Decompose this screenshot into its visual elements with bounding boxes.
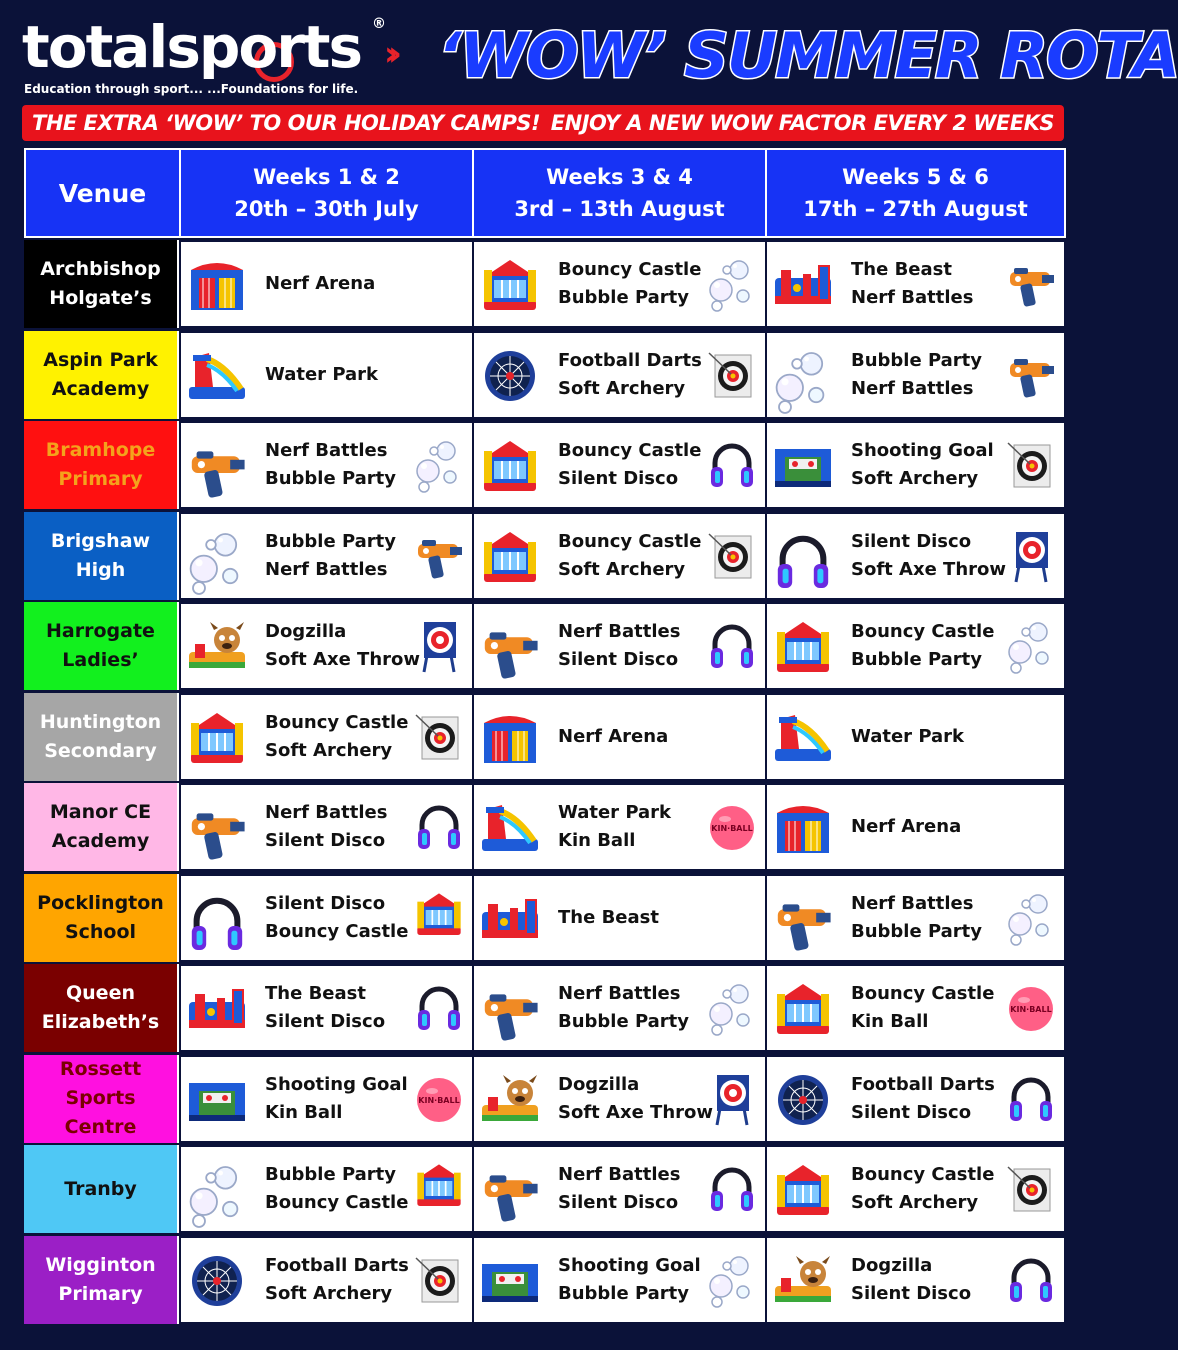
activity-line-2: Soft Axe Throw <box>851 558 1007 580</box>
activity-text <box>558 423 701 507</box>
venue-name: Huntington Secondary <box>24 693 179 781</box>
activity-cell <box>765 421 1066 509</box>
activity-line-1: Nerf Arena <box>851 816 962 837</box>
page-title: ‘WOW’ SUMMER ROTA <box>438 19 1178 92</box>
activity-text <box>851 333 982 417</box>
promo-banner <box>22 105 1064 141</box>
activity-text <box>851 604 994 688</box>
bubbles-icon <box>187 1161 247 1219</box>
activity-cell <box>472 1055 767 1143</box>
activity-line-1: Bouncy Castle <box>851 621 995 642</box>
activity-text <box>265 333 378 417</box>
activity-line-2: Soft Archery <box>851 468 979 489</box>
venue-name: Bramhope Primary <box>24 421 179 509</box>
activity-cell <box>472 693 767 781</box>
nerf-arena-icon <box>773 799 833 857</box>
bubbles-icon <box>1006 618 1056 676</box>
activity-text <box>851 876 982 960</box>
activity-line-1: Silent Disco <box>265 892 386 914</box>
nerf-gun-icon <box>480 618 540 676</box>
axe-target-icon <box>1006 528 1056 586</box>
activity-line-2: Nerf Battles <box>851 287 974 308</box>
activity-cell <box>765 331 1066 419</box>
activity-cell <box>765 1145 1066 1233</box>
logo-tagline: Education through sport... ...Foundations for life. <box>24 82 359 96</box>
activity-line-2: Silent Disco <box>851 1282 972 1304</box>
activity-cell <box>765 1236 1066 1324</box>
activity-text <box>558 514 701 598</box>
activity-text <box>851 514 1006 598</box>
activity-text <box>851 423 994 507</box>
totalsports-logo <box>22 14 422 98</box>
period-weeks: Weeks 3 & 4 <box>546 165 693 189</box>
activity-line-2: Soft Archery <box>265 739 393 761</box>
activity-line-1: Bubble Party <box>265 1164 397 1185</box>
activity-cell <box>765 1055 1066 1143</box>
activity-line-2: Silent Disco <box>558 468 679 489</box>
activity-text <box>265 876 408 960</box>
activity-line-2: Silent Disco <box>558 1192 679 1213</box>
activity-line-2: Bubble Party <box>851 649 983 670</box>
activity-text <box>265 785 387 869</box>
bubbles-icon <box>707 256 757 314</box>
activity-text <box>558 333 702 417</box>
headphones-icon <box>187 890 247 948</box>
headphones-icon <box>414 799 464 857</box>
double-chevron-icon: ›› <box>384 34 393 74</box>
the-beast-icon <box>187 980 247 1038</box>
bouncy-castle-icon <box>773 1161 833 1219</box>
venue-name: Tranby <box>24 1145 179 1233</box>
activity-text <box>851 695 964 779</box>
kin-ball-icon <box>1006 980 1056 1038</box>
activity-text <box>265 695 408 779</box>
venue-name: Pocklington School <box>24 874 179 962</box>
activity-text <box>265 1238 409 1322</box>
activity-line-1: Nerf Battles <box>265 440 388 461</box>
activity-cell <box>179 693 474 781</box>
activity-line-1: Nerf Battles <box>558 1164 681 1185</box>
activity-cell <box>179 783 474 871</box>
headphones-icon <box>773 528 833 586</box>
activity-line-1: Nerf Battles <box>265 802 388 823</box>
period-dates: 17th – 27th August <box>803 197 1028 221</box>
venue-column-header <box>24 148 181 238</box>
activity-text <box>851 1238 971 1322</box>
activity-line-1: Bouncy Castle <box>265 711 409 733</box>
table-row <box>24 1055 1066 1143</box>
period-header-1 <box>179 148 474 238</box>
archery-target-icon <box>707 347 757 405</box>
activity-line-1: Water Park <box>851 725 965 747</box>
table-row <box>24 874 1066 962</box>
activity-line-1: The Beast <box>265 983 366 1004</box>
archery-target-icon <box>1006 1161 1056 1219</box>
activity-line-2: Bubble Party <box>851 920 983 942</box>
nerf-gun-icon <box>187 437 247 495</box>
period-header-3 <box>765 148 1066 238</box>
nerf-arena-icon <box>187 256 247 314</box>
headphones-icon <box>1006 1071 1056 1129</box>
headphones-icon <box>707 618 757 676</box>
bubbles-icon <box>414 437 464 495</box>
activity-cell <box>179 964 474 1052</box>
activity-line-2: Soft Archery <box>558 377 686 399</box>
bouncy-castle-icon <box>480 437 540 495</box>
table-row <box>24 602 1066 690</box>
activity-line-1: Bubble Party <box>265 530 397 552</box>
activity-text <box>851 242 973 326</box>
activity-text <box>558 966 689 1050</box>
bubbles-icon <box>707 1252 757 1310</box>
activity-line-1: Dogzilla <box>558 1073 640 1095</box>
bubbles-icon <box>1006 890 1056 948</box>
activity-text <box>851 1057 995 1141</box>
activity-text <box>558 604 680 688</box>
activity-text <box>851 1147 994 1231</box>
activity-text <box>265 1147 408 1231</box>
activity-text <box>558 785 671 869</box>
activity-cell <box>765 783 1066 871</box>
period-dates: 20th – 30th July <box>234 197 419 221</box>
svg-text:KIN·BALL: KIN·BALL <box>1010 1005 1052 1014</box>
water-slide-icon <box>187 347 247 405</box>
activity-cell <box>765 512 1066 600</box>
activity-line-1: Bouncy Castle <box>851 983 995 1004</box>
bouncy-castle-icon <box>480 256 540 314</box>
table-row <box>24 1236 1066 1324</box>
dogzilla-icon <box>480 1071 540 1129</box>
activity-cell <box>765 874 1066 962</box>
activity-line-1: The Beast <box>558 906 659 928</box>
activity-cell <box>765 693 1066 781</box>
activity-cell <box>472 331 767 419</box>
water-slide-icon <box>773 709 833 767</box>
activity-cell <box>179 1236 474 1324</box>
activity-line-1: Bouncy Castle <box>851 1164 995 1185</box>
activity-text <box>558 1057 713 1141</box>
headphones-icon <box>414 980 464 1038</box>
activity-text <box>265 423 396 507</box>
venue-name: Queen Elizabeth’s <box>24 964 179 1052</box>
activity-cell <box>179 240 474 328</box>
activity-line-2: Soft Archery <box>851 1192 979 1213</box>
archery-target-icon <box>414 1252 464 1310</box>
activity-text <box>265 514 396 598</box>
activity-cell <box>472 874 767 962</box>
football-dartboard-icon <box>480 347 540 405</box>
activity-cell <box>179 421 474 509</box>
water-slide-icon <box>480 799 540 857</box>
activity-line-2: Nerf Battles <box>851 377 974 399</box>
axe-target-icon <box>414 618 464 676</box>
dogzilla-icon <box>187 618 247 676</box>
page-header <box>0 0 1178 104</box>
table-row <box>24 512 1066 600</box>
bouncy-castle-icon <box>480 528 540 586</box>
football-dartboard-icon <box>187 1252 247 1310</box>
activity-cell <box>179 512 474 600</box>
activity-cell <box>179 874 474 962</box>
activity-text <box>851 785 961 869</box>
activity-cell <box>179 1055 474 1143</box>
activity-line-2: Silent Disco <box>558 649 679 670</box>
bouncy-castle-icon <box>773 980 833 1038</box>
venue-header-label: Venue <box>58 178 147 208</box>
activity-line-1: Nerf Battles <box>558 983 681 1004</box>
activity-line-1: Silent Disco <box>851 530 972 552</box>
activity-text <box>265 1057 408 1141</box>
activity-line-1: Nerf Battles <box>851 892 974 914</box>
activity-cell <box>472 602 767 690</box>
activity-line-2: Soft Axe Throw <box>265 649 421 670</box>
table-row <box>24 331 1066 419</box>
archery-target-icon <box>707 528 757 586</box>
activity-text <box>558 1147 680 1231</box>
activity-cell <box>472 783 767 871</box>
activity-line-1: Water Park <box>558 802 672 823</box>
venue-name: Aspin Park Academy <box>24 331 179 419</box>
activity-cell <box>765 240 1066 328</box>
activity-cell <box>179 602 474 690</box>
activity-text <box>265 242 375 326</box>
table-row <box>24 964 1066 1052</box>
nerf-gun-icon <box>414 528 464 586</box>
activity-text <box>558 242 701 326</box>
period-dates: 3rd – 13th August <box>514 197 725 221</box>
period-weeks: Weeks 1 & 2 <box>253 165 400 189</box>
venue-name: Harrogate Ladies’ <box>24 602 179 690</box>
activity-line-1: Nerf Arena <box>265 273 376 294</box>
period-weeks: Weeks 5 & 6 <box>842 165 989 189</box>
activity-line-2: Silent Disco <box>265 1011 386 1032</box>
activity-cell <box>179 331 474 419</box>
activity-line-2: Silent Disco <box>851 1101 972 1123</box>
shooting-goal-icon <box>187 1071 247 1129</box>
registered-mark: ® <box>372 16 386 32</box>
activity-line-2: Silent Disco <box>265 830 386 851</box>
nerf-gun-icon <box>1006 256 1056 314</box>
activity-line-1: Nerf Battles <box>558 621 681 642</box>
table-header <box>24 148 1066 238</box>
nerf-gun-icon <box>1006 347 1056 405</box>
activity-line-1: Water Park <box>265 363 379 385</box>
activity-line-1: Football Darts <box>851 1073 995 1095</box>
activity-cell <box>472 964 767 1052</box>
table-row <box>24 421 1066 509</box>
football-dartboard-icon <box>773 1071 833 1129</box>
banner-right-text: ENJOY A NEW WOW FACTOR EVERY 2 WEEKS <box>550 111 1054 135</box>
activity-line-2: Kin Ball <box>265 1101 343 1123</box>
activity-line-2: Nerf Battles <box>265 558 388 580</box>
activity-line-1: Bouncy Castle <box>558 530 702 552</box>
activity-text <box>558 695 668 779</box>
svg-text:KIN·BALL: KIN·BALL <box>711 824 753 833</box>
the-beast-icon <box>773 256 833 314</box>
bouncy-castle-icon <box>187 709 247 767</box>
activity-line-1: Bouncy Castle <box>558 440 702 461</box>
activity-text <box>265 604 420 688</box>
activity-line-1: Football Darts <box>558 349 702 371</box>
activity-line-1: The Beast <box>851 259 952 280</box>
table-row <box>24 693 1066 781</box>
venue-name: Manor CE Academy <box>24 783 179 871</box>
activity-line-2: Kin Ball <box>851 1011 929 1032</box>
venue-name: Archbishop Holgate’s <box>24 240 179 328</box>
headphones-icon <box>707 437 757 495</box>
activity-line-1: Dogzilla <box>851 1254 933 1276</box>
activity-cell <box>472 421 767 509</box>
activity-line-1: Shooting Goal <box>265 1073 408 1095</box>
activity-line-2: Soft Archery <box>265 1282 393 1304</box>
activity-line-1: Shooting Goal <box>558 1254 701 1276</box>
activity-text <box>558 876 659 960</box>
headphones-icon <box>1006 1252 1056 1310</box>
kin-ball-icon <box>707 799 757 857</box>
activity-cell <box>472 1236 767 1324</box>
bouncy-castle-icon <box>414 890 464 948</box>
bubbles-icon <box>187 528 247 586</box>
activity-line-1: Bubble Party <box>851 349 983 371</box>
activity-line-1: Football Darts <box>265 1254 409 1276</box>
activity-line-1: Nerf Arena <box>558 725 669 747</box>
table-row <box>24 783 1066 871</box>
venue-name: Wigginton Primary <box>24 1236 179 1324</box>
nerf-gun-icon <box>480 1161 540 1219</box>
activity-line-2: Soft Axe Throw <box>558 1101 714 1123</box>
shooting-goal-icon <box>480 1252 540 1310</box>
dogzilla-icon <box>773 1252 833 1310</box>
period-header-2 <box>472 148 767 238</box>
activity-text <box>851 966 994 1050</box>
activity-line-2: Kin Ball <box>558 830 636 851</box>
activity-line-1: Dogzilla <box>265 621 347 642</box>
activity-cell <box>765 964 1066 1052</box>
activity-cell <box>472 512 767 600</box>
bouncy-castle-icon <box>773 618 833 676</box>
activity-line-2: Bubble Party <box>558 287 690 308</box>
shooting-goal-icon <box>773 437 833 495</box>
svg-text:KIN·BALL: KIN·BALL <box>418 1095 460 1105</box>
headphones-icon <box>707 1161 757 1219</box>
activity-cell <box>179 1145 474 1233</box>
bubbles-icon <box>707 980 757 1038</box>
activity-line-2: Bouncy Castle <box>265 920 409 942</box>
activity-line-2: Soft Archery <box>558 558 686 580</box>
activity-cell <box>765 602 1066 690</box>
activity-text <box>558 1238 701 1322</box>
activity-line-1: Shooting Goal <box>851 440 994 461</box>
the-beast-icon <box>480 890 540 948</box>
nerf-gun-icon <box>187 799 247 857</box>
activity-line-2: Bubble Party <box>558 1282 690 1304</box>
table-row <box>24 240 1066 328</box>
activity-line-2: Bouncy Castle <box>265 1192 409 1213</box>
activity-line-2: Bubble Party <box>558 1011 690 1032</box>
activity-text <box>265 966 385 1050</box>
nerf-gun-icon <box>773 890 833 948</box>
archery-target-icon <box>414 709 464 767</box>
table-row <box>24 1145 1066 1233</box>
kin-ball-icon <box>414 1071 464 1129</box>
archery-target-icon <box>1006 437 1056 495</box>
activity-cell <box>472 1145 767 1233</box>
activity-line-1: Bouncy Castle <box>558 259 702 280</box>
bouncy-castle-icon <box>414 1161 464 1219</box>
logo-wordmark: totalsports <box>22 13 362 81</box>
activity-line-2: Bubble Party <box>265 468 397 489</box>
nerf-gun-icon <box>480 980 540 1038</box>
venue-name: Rossett Sports Centre <box>24 1055 179 1143</box>
banner-left-text: THE EXTRA ‘WOW’ TO OUR HOLIDAY CAMPS! <box>32 111 541 135</box>
bubbles-icon <box>773 347 833 405</box>
activity-cell <box>472 240 767 328</box>
venue-name: Brigshaw High <box>24 512 179 600</box>
nerf-arena-icon <box>480 709 540 767</box>
axe-target-icon <box>707 1071 757 1129</box>
